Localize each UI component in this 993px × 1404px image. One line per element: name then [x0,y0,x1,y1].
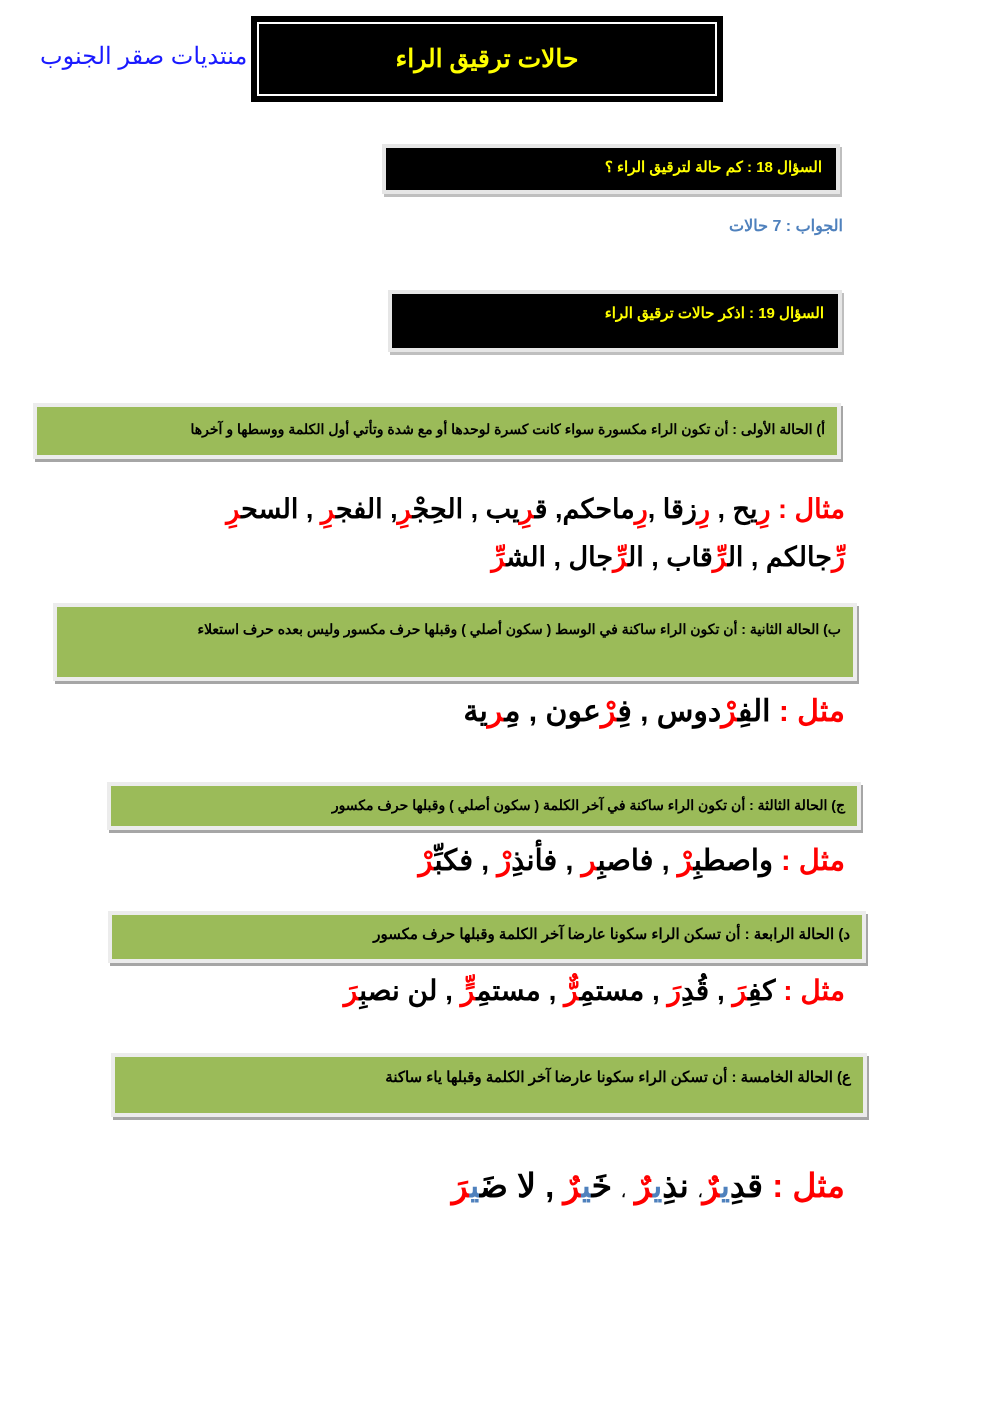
case-4-text: د) الحالة الرابعة : أن تسكن الراء سكونا عارضا آخر الكلمة وقبلها حرف مكسور [373,926,850,943]
example-label: مثل : [778,695,845,728]
case-2-example-words: الفِرْدوس , فِرْعون , مِرية [463,695,771,728]
case-2-text: ب) الحالة الثانية : أن تكون الراء ساكنة في الوسط ( سكون أصلي ) وقبلها حرف مكسور وليس بعده حرف استعلاء [197,621,841,637]
case-5-example-line [452,1166,845,1205]
example-label: مثل : [783,975,845,1006]
example-label: مثال : [778,494,845,524]
example-label: مثل : [772,1167,845,1204]
case-1-example-line-2 [491,542,845,573]
question-19-box [388,290,842,352]
question-19-text: السؤال 19 : اذكر حالات ترقيق الراء [604,305,824,322]
case-1-text: أ) الحالة الأولى : أن تكون الراء مكسورة سواء كانت كسرة لوحدها أو مع شدة وتأتي أول الكلمة ووسطها و آخرها [190,421,825,437]
case-1-example-words-2: رِّجالكم , الرِّقاب , الرِّجال , الشرِّ [491,542,845,572]
page-title: حالات ترقيق الراء [395,45,579,73]
case-5-text: ع) الحالة الخامسة : أن تسكن الراء سكونا عارضا آخر الكلمة وقبلها ياء ساكنة [385,1069,851,1086]
question-18-box [382,144,840,194]
case-3-box [107,782,861,830]
case-2-example-line [463,694,845,729]
case-2-box [53,603,857,681]
case-3-example-words: واصطبِرْ , فاصبِر , فأنذِرْ , فكبِّرْ [418,845,773,877]
title-banner [251,16,723,102]
case-3-text: ج) الحالة الثالثة : أن تكون الراء ساكنة في آخر الكلمة ( سكون أصلي ) وقبلها حرف مكسور [331,797,845,813]
forum-name: منتديات صقر الجنوب [40,43,248,70]
case-1-example-line-1 [226,494,845,525]
case-1-box [33,403,841,459]
question-18-text: السؤال 18 : كم حالة لترقيق الراء ؟ [604,159,822,176]
example-label: مثل : [781,845,845,877]
case-4-example-words: كفِرَ , قُدِرَ , مستمِرٌّ , مستمِرٍّ , لن نصبِرَ [343,975,776,1006]
answer-text: الجواب : 7 حالات [729,218,843,235]
case-4-box [108,911,866,963]
case-4-example-line [344,974,845,1007]
title-frame [257,22,717,96]
case-5-box [111,1053,867,1117]
case-1-example-words: رِيح , رِزقا ,رِماحكم, قرِيب , الحِجْرِ, الفجرِ , السحرِ [226,494,771,524]
case-3-example-line [418,843,845,878]
case-5-example-words: قدِيرٌ، نذِيرٌ ، خَيرٌ , لا ضَيرَ [451,1167,764,1204]
